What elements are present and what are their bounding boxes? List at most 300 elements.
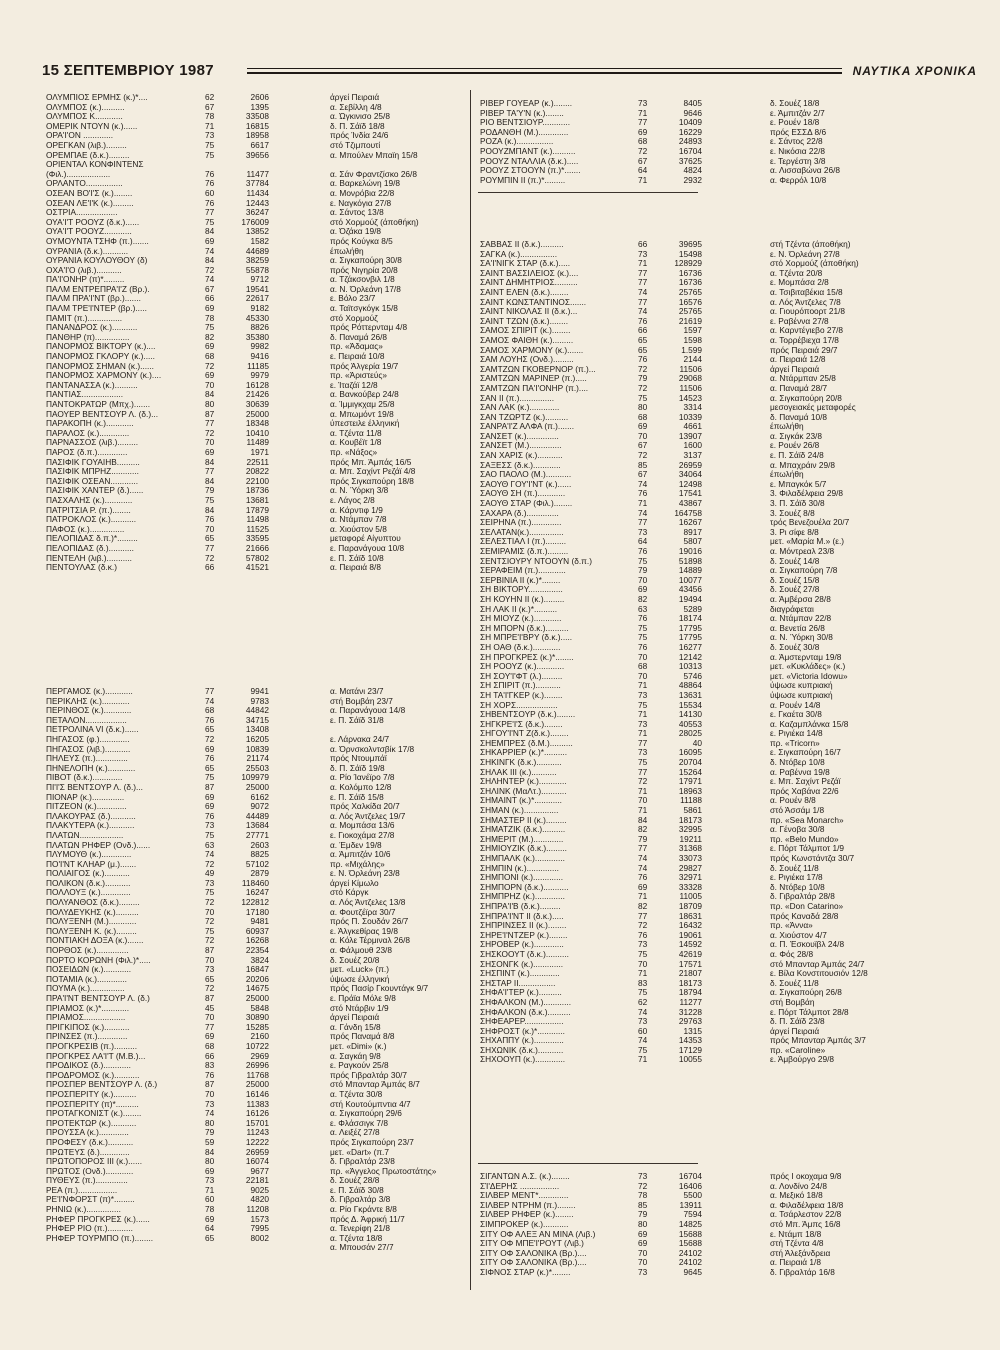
ship-grt: 31368	[678, 844, 702, 854]
ship-loc: στό Κάργκ	[330, 888, 369, 898]
ship-loc: πρ. «Tricorn»	[770, 738, 820, 748]
ship-name: ΠΡΩΤΟΠΟΡΟΣ III (κ.)......	[46, 1157, 142, 1167]
ship-name: ΣΗ ΟΑΘ (δ.κ.)............	[480, 642, 561, 652]
ship-name: ΣΗΛΗΝΤΕΡ (κ.)............	[480, 777, 567, 787]
ship-loc: δ. Σουέζ 18/8	[770, 99, 820, 108]
ship-grt: 7594	[683, 1210, 702, 1220]
ship-year: 72	[205, 917, 215, 927]
ship-loc: α. Γάνδη 15/8	[330, 1022, 381, 1032]
ship-year: 79	[638, 374, 648, 384]
ship-loc: πρός Χαβάνα 22/6	[770, 786, 839, 796]
ship-year: 77	[638, 738, 648, 748]
ship-name: ΟΥΡΑΝΙΑ (δ.κ.)...........	[46, 246, 129, 256]
ship-year: 87	[205, 1080, 215, 1090]
ship-loc: α. Μπ. Σαχίντ Ρεζάϊ 4/8	[330, 467, 416, 477]
ship-name: ΣΕΙΡΗΝΑ (π.).............	[480, 518, 562, 528]
ship-grt: 11525	[246, 524, 269, 534]
ship-name: ΠΛΑΚΟΥΡΑΣ (δ.)...........	[46, 811, 136, 821]
ship-year: 67	[638, 470, 648, 480]
ship-loc: 3. Π. Σάϊδ 30/8	[770, 499, 825, 509]
ship-year: 75	[638, 700, 648, 710]
ship-grt: 40553	[678, 719, 702, 729]
ship-grt: 13684	[245, 821, 269, 831]
ship-loc: δ. Γιβραλτάρ 23/8	[330, 1157, 395, 1167]
ship-grt: 21426	[245, 390, 269, 400]
ship-year: 73	[205, 821, 215, 831]
ship-grt: 5807	[683, 537, 702, 547]
ship-grt: 13907	[678, 431, 702, 441]
ship-name: ΣΑΜΟΣ ΣΠΙΡΙΤ (κ.)........	[480, 326, 571, 336]
ship-name: ΠΟΡΘΟΣ (κ.)..............	[46, 946, 129, 956]
ship-name: ΡΗΝΙΩ (κ.)...............	[46, 1205, 121, 1215]
ship-name: ΣΑΧΑΡΑ (δ.)..............	[480, 508, 559, 518]
ship-name: ΠΑΟΥΕΡ ΒΕΝΤΣΟΥΡ Λ. (δ.)...	[46, 409, 159, 419]
ship-name: ΣΗΒΕΝΤΣΟΥΡ (δ.κ.)........	[480, 710, 576, 720]
ship-grt: 35380	[245, 332, 269, 342]
ship-loc: α. Χιούστον 4/7	[770, 930, 827, 940]
ship-name: ΠΟΣΕΙΔΩΝ (κ.)............	[46, 965, 132, 975]
ship-grt: 13911	[679, 1200, 702, 1210]
ship-name: ΠΕΡΙΚΛΗΣ (κ.)............	[46, 696, 130, 706]
ship-grt: 34715	[245, 715, 269, 725]
ship-loc: δ. Σουέζ 11/8	[770, 863, 819, 873]
ship-grt: 10313	[678, 662, 702, 672]
ship-name: ΣΑΝΣΕΤ (κ.)..............	[480, 431, 559, 441]
ship-grt: 5289	[683, 604, 702, 614]
ship-year: 73	[205, 131, 215, 141]
ship-name: ΠΑΡΟΣ (δ.π.).............	[46, 447, 128, 457]
ship-year: 65	[205, 534, 215, 544]
ship-year: 74	[638, 1036, 648, 1046]
ship-grt: 20822	[245, 467, 269, 477]
ship-year: 76	[638, 489, 648, 499]
ship-year: 76	[205, 754, 215, 764]
ship-year: 69	[638, 585, 648, 595]
ship-name: ΣΕΝΤΣΙΟΥΡΥ ΝΤΟΟΥΝ (δ.π.)	[480, 556, 592, 566]
ship-name: ΟΣΕΑΝ ΒΟ'Ι'Σ (κ.)........	[46, 188, 133, 198]
ship-year: 72	[205, 859, 215, 869]
ship-grt: 24102	[678, 1248, 702, 1258]
ship-grt: 16847	[245, 965, 269, 975]
ship-loc: α. Ώγκινισο 25/8	[330, 112, 390, 122]
ship-year: 77	[205, 467, 215, 477]
ship-year: 65	[205, 1233, 215, 1243]
ship-name: ΠΕΝΤΕΛΗ (λιβ.)...........	[46, 553, 132, 563]
ship-loc: 3. Ρι σίφε 8/8	[770, 527, 819, 537]
ship-name: ΣΑΝΣΕΤ (Μ.)..............	[480, 441, 562, 451]
ship-year: 69	[638, 422, 648, 432]
ship-name: ΠΙΤΖΕΟΝ (κ.).............	[46, 802, 127, 812]
ship-name: ΠΟΤΑΜΙΑ (κ.).............	[46, 974, 127, 984]
ship-grt: 18174	[678, 614, 702, 624]
ship-name: ΣΗΠΡΑ'Ι'Β (δ.κ.).........	[480, 901, 561, 911]
ship-grt: 2603	[250, 840, 269, 850]
ship-grt: 1971	[250, 447, 269, 457]
ship-year: 77	[638, 767, 648, 777]
ship-name: ΠΑ'Ι'ΟΝΗΡ (π)*.........	[46, 275, 125, 285]
ship-name: ΠΡΟΤΕΚΤΩΡ (κ.)...........	[46, 1118, 137, 1128]
ship-name: ΣΗ ΠΡΟΓΚΡΕΣ (κ.)*........	[480, 652, 574, 662]
ship-loc: α. Λός Άντζελες 19/7	[330, 811, 406, 821]
ship-name: ΣΗΦΑΛΚΟΝ (δ.κ.)..........	[480, 1007, 571, 1017]
ship-loc: ε. Π. Σάϊδ 31/8	[330, 715, 384, 725]
ship-loc: ε. Ναγκόγια 27/8	[330, 198, 392, 208]
ship-name: ΟΜΕΡΙΚ ΝΤΟΥΝ (κ.)......	[46, 121, 138, 131]
ship-name: ΣΑΜΤΖΩΝ ΠΑ'Ι'ΟΝΗΡ (π.)....	[480, 383, 589, 393]
ship-year: 69	[205, 447, 215, 457]
ship-year: 70	[205, 438, 215, 448]
ship-grt: 11434	[246, 188, 269, 198]
ship-year: 73	[638, 748, 648, 758]
ship-grt: 128929	[674, 259, 702, 269]
ship-loc: α. Τζάκσονβιλ 1/8	[330, 275, 395, 285]
ship-year: 63	[638, 604, 648, 614]
ship-loc: α. Σαγκάη 9/8	[330, 1051, 381, 1061]
ship-loc: ε. Άμπιτζάν 2/7	[770, 108, 825, 118]
ship-loc: πρός Ίνδία 24/6	[330, 131, 389, 141]
ship-year: 80	[205, 1157, 215, 1167]
ship-loc: ύπεστειλε έλληνική	[330, 419, 400, 429]
ship-year: 70	[205, 1089, 215, 1099]
ship-name: ΠΗΛΕΥΣ (π.)..............	[46, 754, 128, 764]
ship-year: 69	[205, 1166, 215, 1176]
ship-year: 73	[638, 1267, 648, 1277]
ship-year: 87	[205, 994, 215, 1003]
ship-name: ΠΑΣΙΦΙΚ ΜΠΡΗΖ............	[46, 467, 139, 477]
ship-grt: 3824	[250, 955, 269, 965]
ship-year: 74	[638, 287, 648, 297]
ship-year: 75	[638, 633, 648, 643]
ship-loc: α. Τζέντα 30/8	[330, 1089, 383, 1099]
ship-grt: 4661	[683, 422, 702, 432]
ship-loc: α. Καρντέγιεβο 27/8	[770, 326, 844, 336]
ship-loc: δ. Π. Σάϊδ 23/8	[770, 1017, 825, 1027]
ship-year: 84	[205, 227, 215, 237]
ship-year: 76	[205, 198, 215, 208]
ship-grt: 9645	[683, 1267, 702, 1277]
ship-grt: 22511	[246, 457, 269, 467]
ship-name: ΣΑΝ ΛΑΚ (κ.).............	[480, 403, 560, 413]
ship-year: 75	[205, 830, 215, 840]
ship-grt: 5848	[250, 1003, 269, 1013]
ship-year: 72	[205, 428, 215, 438]
ship-name: ΟΣΤΡΙΑ..................	[46, 208, 118, 218]
ship-year: 74	[638, 1007, 648, 1017]
ship-name: ΠΑΡΝΑΣΣΟΣ (λιβ.).........	[46, 438, 139, 448]
ship-loc: α. Σιγκαπούρη 20/8	[770, 393, 842, 403]
ship-name: ΠΡΟΔΡΟΜΟΣ (κ.)...........	[46, 1070, 140, 1080]
ship-loc: πρός Σιγκαπούρη 18/8	[330, 476, 414, 486]
ship-name: ΣΑΝ ΧΑΡΙΣ (κ.)...........	[480, 451, 563, 461]
ship-loc: α. Ίμμιγκχαμ 25/8	[330, 400, 395, 409]
ship-year: 76	[638, 930, 648, 940]
ship-year: 74	[638, 307, 648, 317]
ship-name: ΡΟΔΑΝΘΗ (Μ.).............	[480, 127, 569, 137]
ship-loc: ε. Πράϊα Μόλε 9/8	[330, 994, 396, 1003]
ship-grt: 48864	[678, 681, 702, 691]
ship-loc: στό Ντάρβιν 1/9	[330, 1003, 389, 1013]
ship-name: ΠΡΩΤΕΥΣ (δ.).............	[46, 1147, 130, 1157]
ship-grt: 18709	[678, 901, 702, 911]
ship-loc: ε. Παρανάγουα 10/8	[330, 543, 405, 553]
ship-loc: πρ. «Άδαμας»	[330, 342, 383, 352]
ship-year: 77	[638, 118, 648, 128]
ship-grt: 6617	[250, 140, 269, 150]
ship-year: 71	[638, 1055, 648, 1065]
ship-name: ΟΡΛΑΝΤΟ................	[46, 179, 123, 189]
ship-loc: πρ. «Sea Monarch»	[770, 815, 844, 825]
ship-loc: α. Παναμά 28/7	[770, 383, 828, 393]
ship-name: ΣΗΧΑΠΠΥ (κ.).............	[480, 1036, 564, 1046]
ship-loc: α. Ν. Ύόρκη 3/8	[330, 486, 389, 496]
ship-year: 68	[638, 137, 648, 147]
ship-loc: ε. Πειραιά 10/8	[330, 352, 385, 362]
ship-loc: α. Ρίο Γκράντε 8/8	[330, 1205, 397, 1215]
ship-name: ΣΑΟΥΘ ΣΤΑΡ (Φιλ.)........	[480, 499, 573, 509]
ship-year: 69	[205, 1214, 215, 1224]
ship-loc: ε. Πόρτ Τάλμποτ 28/8	[770, 1007, 849, 1017]
ship-name: ΣΙΛΒΕΡ ΡΗΦΕΡ (κ.)........	[480, 1210, 574, 1220]
ship-grt: 17180	[245, 907, 269, 917]
ship-year: 68	[205, 1041, 215, 1051]
ship-name: ΠΡΟΓΚΡΕΣΙΒ (π.)..........	[46, 1041, 138, 1051]
ship-grt: 2879	[250, 869, 269, 879]
ship-grt: 3314	[683, 403, 702, 413]
ship-name: ΠΟΛΥΔΕΥΚΗΣ (κ.)..........	[46, 907, 139, 917]
ship-grt: 2969	[250, 1051, 269, 1061]
ship-year: 75	[638, 988, 648, 998]
ship-loc: α. Λισσαβώνα 26/8	[770, 166, 841, 176]
ship-grt: 13852	[245, 227, 269, 237]
ship-loc: α. Πειραιά 12/8	[770, 355, 826, 365]
ship-year: 71	[638, 710, 648, 720]
ship-loc: έπωλήθη	[770, 470, 804, 480]
ship-loc: πρός Ι οκοχαμα 9/8	[770, 1172, 842, 1181]
ship-loc: ε. Μομπάσα 2/8	[770, 278, 829, 288]
ship-grt: 15264	[678, 767, 702, 777]
ship-name: ΣΑΒΒΑΣ II (δ.κ.)..........	[480, 240, 564, 249]
ship-name: ΟΥΑ'Ι'Τ ΡΟΟΥΖ............	[46, 227, 132, 237]
ship-loc: στό Μπ. Άμπς 16/8	[770, 1219, 841, 1229]
ship-grt: 30890	[245, 1013, 269, 1023]
ship-grt: 17541	[678, 489, 702, 499]
ship-year: 70	[638, 796, 648, 806]
ship-name: ΠΗΝΕΛΟΠΗ (κ.)............	[46, 763, 136, 773]
ship-loc: ε. Ν. Όρλεάνη 23/8	[330, 869, 400, 879]
ship-grt: 2606	[250, 93, 269, 102]
ship-loc: ε. Πόρτ Τάλμποτ 1/9	[770, 844, 845, 854]
ship-year: 75	[638, 758, 648, 768]
ship-grt: 13408	[245, 725, 269, 735]
ship-name: ΣΗΦΡΟΣΤ (κ.)*............	[480, 1026, 565, 1036]
ship-grt: 14353	[678, 1036, 702, 1046]
ship-year: 77	[205, 543, 215, 553]
ship-year: 76	[205, 179, 215, 189]
ship-grt: 22181	[245, 1176, 269, 1186]
ship-year: 72	[205, 936, 215, 946]
ship-grt: 6162	[250, 792, 269, 802]
ship-loc: πρός Κούγκα 8/5	[330, 236, 393, 246]
ship-name: ΣΗΜΙΟΥΖΙΚ (δ.κ.).........	[480, 844, 567, 854]
ship-year: 72	[638, 921, 648, 931]
ship-loc: α. Κουβέϊτ 1/8	[330, 438, 382, 448]
ship-name: ΠΟΛΙΑΙΓΟΣ (κ.)...........	[46, 869, 130, 879]
ship-year: 78	[205, 1205, 215, 1215]
ship-year: 69	[205, 792, 215, 802]
ship-year: 71	[638, 499, 648, 509]
ship-name: ΣΗΕΜΠΡΕΣ (δ.Μ.)..........	[480, 738, 573, 748]
ship-name: ΠΗΓΑΣΟΣ (λιβ.)...........	[46, 744, 131, 754]
ship-name: ΣΗ ΧΟΡΣ..................	[480, 700, 558, 710]
ship-loc: ε. Μπαγκόκ 5/7	[770, 479, 827, 489]
ship-grt: 164758	[674, 508, 702, 518]
ship-name: ΣΗΡΟΒΕΡ (κ.).............	[480, 940, 564, 950]
ship-year: 87	[205, 409, 215, 419]
ship-year: 60	[205, 188, 215, 198]
ship-year: 79	[638, 566, 648, 576]
ship-grt: 55878	[245, 265, 269, 275]
ship-name: ΠΑΣΙΦΙΚ ΟΣΕΑΝ............	[46, 476, 139, 486]
ship-year: 68	[205, 352, 215, 362]
ship-loc: ε. Π. Σάϊδ 30/8	[330, 1185, 384, 1195]
ship-grt: 9072	[250, 802, 269, 812]
ship-name: ΣΙΜΠΡΟΚΕΡ (κ.)...........	[480, 1219, 569, 1229]
ship-name: ΣΗΓΚΡΕ'Ι'Σ (δ.κ.)........	[480, 719, 563, 729]
header-rule	[247, 68, 842, 74]
ship-grt: 40	[692, 738, 702, 748]
ship-grt: 15498	[678, 249, 702, 259]
ship-name: ΣΗΜΠΟΡΝ (δ.κ.)...........	[480, 882, 569, 892]
ship-grt: 16406	[678, 1181, 702, 1191]
ship-loc: στό Άσσάμ 1/8	[770, 806, 825, 816]
ship-year: 76	[638, 355, 648, 365]
ship-grt: 1395	[250, 102, 269, 112]
ship-loc: δ. Ντόβερ 10/8	[770, 882, 825, 892]
ship-loc: πρός Ντουμπάϊ	[330, 754, 387, 764]
ship-name: ΣΗ ΛΑΚ II (κ.)*..........	[480, 604, 558, 614]
ship-year: 74	[638, 479, 648, 489]
ship-year: 73	[638, 719, 648, 729]
ship-year: 69	[205, 342, 215, 352]
ship-year: 72	[638, 777, 648, 787]
ship-year: 75	[638, 1045, 648, 1055]
ship-grt: 15688	[678, 1229, 702, 1239]
ship-year: 82	[205, 332, 215, 342]
ship-name: ΠΑΝΟΡΜΟΣ ΣΗΜΑΝ (κ.)......	[46, 361, 154, 371]
ship-name: ΠΡΙΑΜΟΣ..................	[46, 1013, 126, 1023]
ship-name: ΣΑΟΥΘ ΓΟΥ'Ι'ΝΤ (κ.)......	[480, 479, 572, 489]
ship-name: ΣΗ ΣΟΥ'Ι'ΦΤ (λ.).........	[480, 671, 563, 681]
ship-grt: 17571	[678, 959, 702, 969]
ship-grt: 41521	[245, 563, 269, 573]
ship-grt: 16126	[245, 1109, 269, 1119]
ship-name: ΠΡΑ'Ι'ΝΤ ΒΕΝΤΣΟΥΡ Λ. (δ.)	[46, 994, 150, 1003]
ship-grt: 16815	[245, 121, 269, 131]
ship-loc: πρός Πασίρ Γκουντάγκ 9/7	[330, 984, 429, 994]
ship-loc: στό Χορμούζ	[330, 313, 378, 323]
ship-loc: α. Τσάρλεστον 22/8	[770, 1210, 842, 1220]
ship-year: 63	[205, 840, 215, 850]
ship-grt: 9783	[250, 696, 269, 706]
ship-name: ΡΗΦΕΡ ΡΙΟ (π.)...........	[46, 1224, 133, 1234]
ship-grt: 9025	[250, 1185, 269, 1195]
ship-loc: α. Άμστερνταμ 19/8	[770, 652, 842, 662]
ship-grt: 9982	[250, 342, 269, 352]
ship-grt: 16267	[678, 518, 702, 528]
ship-name: ΣΑΙΝΤ ΒΑΣΣΙΛΕΙΟΣ (κ.)....	[480, 268, 579, 278]
ship-name: ΠΡΩΤΟΣ (Ονδ.)............	[46, 1166, 134, 1176]
ship-grt: 13631	[678, 690, 702, 700]
ship-loc: α. Λειξέζ 27/8	[330, 1128, 380, 1138]
ship-name: ΠΑΝΘΗΡ (π)...............	[46, 332, 130, 342]
ship-name: ΟΣΕΑΝ ΛΕ'Ι'Κ (κ.).........	[46, 198, 134, 208]
ship-name: ΣΑΝ ΤΖΩΡΤΖ (κ.)..........	[480, 412, 569, 422]
ship-loc: στή Τζέντα (άποθήκη)	[770, 240, 851, 249]
ship-name: ΠΑΝΑΝΔΡΟΣ (κ.)...........	[46, 323, 138, 333]
ship-grt: 18794	[678, 988, 702, 998]
ship-year: 72	[638, 451, 648, 461]
ship-grt: 17795	[678, 623, 702, 633]
ship-year: 79	[205, 486, 215, 496]
ship-grt: 36247	[245, 208, 269, 218]
ship-loc: πρός Χαλκίδα 20/7	[330, 802, 400, 812]
ship-name: ΣΙΤΥ ΟΦ ΣΑΛΟΝΙΚΑ (Βρ.)....	[480, 1248, 587, 1258]
ship-year: 76	[205, 515, 215, 525]
ship-name: ΣΗΣΚΟΟΥΤ (δ.κ.)..........	[480, 949, 569, 959]
ship-grt: 8826	[250, 323, 269, 333]
ship-loc: α. Σιγκαπούρη 29/6	[330, 1109, 402, 1119]
ship-year: 71	[638, 969, 648, 979]
ship-loc: α. Ρίο Ίανέϊρο 7/8	[330, 773, 395, 783]
ship-grt: 11277	[679, 997, 702, 1007]
ship-loc: α. Σιγκαπούρη 30/8	[330, 256, 402, 266]
ship-name: ΠΕΝΤΟΥΛΑΣ (δ.κ.)	[46, 563, 117, 573]
ship-year: 72	[205, 553, 215, 563]
ship-grt: 15701	[245, 1118, 269, 1128]
ship-name: ΠΟΛΥΞΕΝΗ Κ. (κ.).........	[46, 926, 137, 936]
ship-loc: α. Πειραιά 8/8	[330, 563, 381, 573]
ship-loc: α. Λός Άντζελες 13/8	[330, 898, 406, 908]
ship-name: ΣΗΜΑΣΤΕΡ II (κ.).........	[480, 815, 567, 825]
ship-loc: α. Μονρόβια 22/8	[330, 188, 395, 198]
ship-grt: 33595	[245, 534, 269, 544]
section-separator	[478, 1163, 698, 1164]
ship-year: 69	[205, 744, 215, 754]
ship-grt: 1600	[683, 441, 702, 451]
ship-loc: μετ. «Μαρία Μ.» (ε.)	[770, 537, 845, 547]
ship-loc: α. Ρουέν 8/8	[770, 796, 816, 806]
ship-name: ΣΑΜΤΖΩΝ ΜΑΡΙΝΕΡ (π.).....	[480, 374, 587, 384]
ship-name: ΣΕΡΑΦΕΙΜ (π.)............	[480, 566, 566, 576]
publication-title: ΝΑΥΤΙΚΑ ΧΡΟΝΙΚΑ	[852, 64, 977, 78]
ship-grt: 11506	[679, 383, 702, 393]
ship-year: 72	[638, 364, 648, 374]
ship-name: ΠΛΑΚΥΤΕΡΑ (κ.)...........	[46, 821, 135, 831]
ship-grt: 10055	[678, 1055, 702, 1065]
ship-name: ΡΙΒΕΡ ΓΟΥΕΑΡ (κ.)........	[480, 99, 573, 108]
ship-grt: 51898	[678, 556, 702, 566]
ship-name: ΣΑΙΝΤ ΚΩΝΣΤΑΝΤΙΝΟΣ.......	[480, 297, 587, 307]
ship-loc: α. Μπουσάν 27/7	[330, 1243, 394, 1253]
ship-grt: 14675	[245, 984, 269, 994]
ship-grt: 19494	[678, 594, 702, 604]
ship-year: 69	[638, 127, 648, 137]
ship-name: ΠΑΦΟΣ (κ.)...............	[46, 524, 125, 534]
ship-loc: α. Κάρντιφ 1/9	[330, 505, 383, 515]
ship-name: ΣΑΝ II (π.)...............	[480, 393, 555, 403]
ship-year: 66	[638, 326, 648, 336]
ship-name: ΠΟΛΥΞΕΝΗ (Μ.)............	[46, 917, 137, 927]
